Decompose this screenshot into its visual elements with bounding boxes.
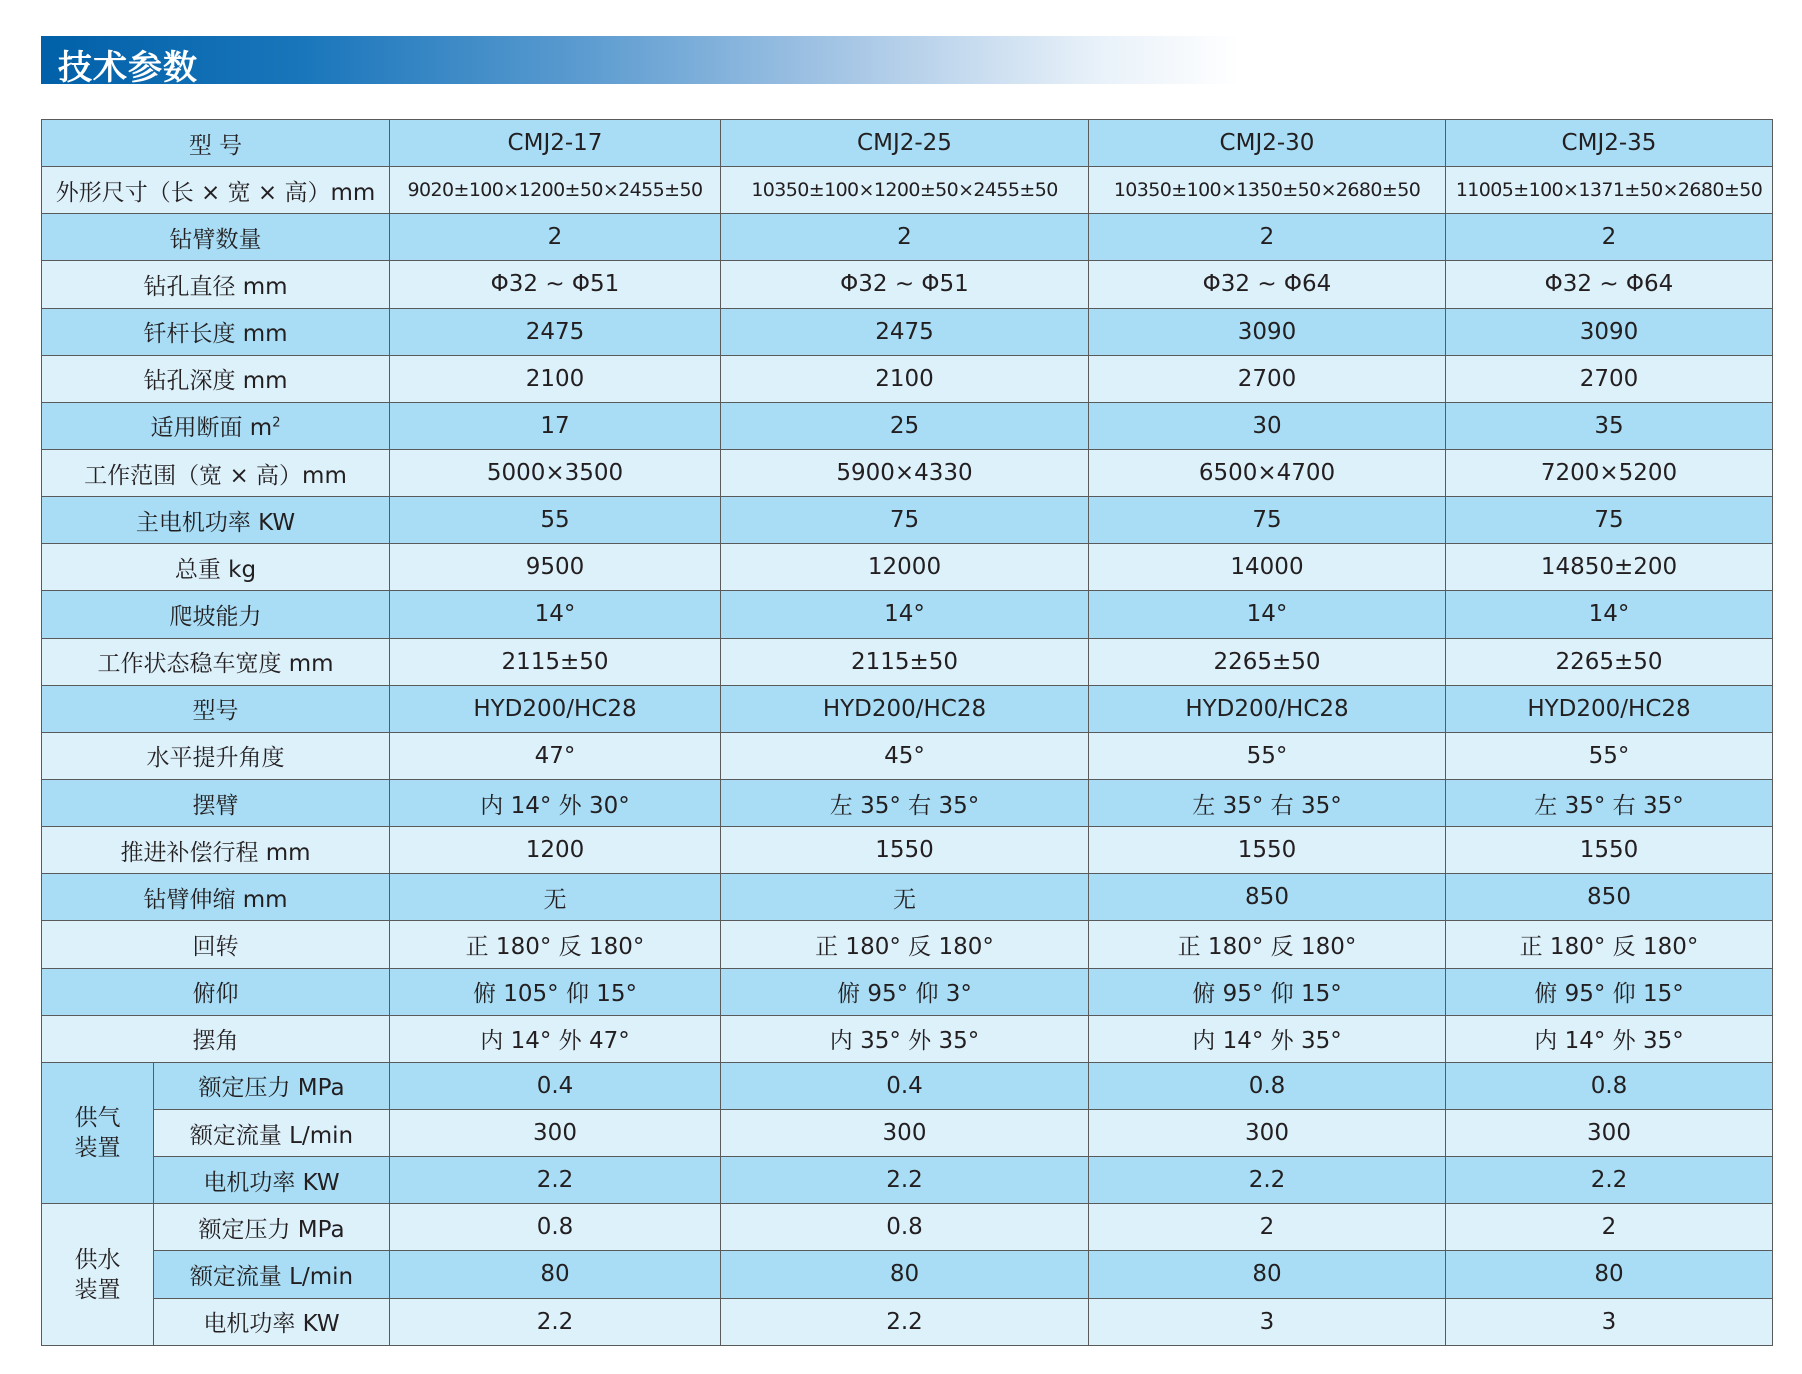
cell-value: 25 <box>721 402 1089 449</box>
row-label: 回转 <box>42 921 390 968</box>
cell-value: 75 <box>1446 497 1773 544</box>
table-row <box>42 779 1773 826</box>
cell-value: 2.2 <box>1446 1157 1773 1204</box>
cell-value: 2.2 <box>721 1298 1089 1345</box>
cell-value: 2265±50 <box>1089 638 1446 685</box>
cell-value: 2265±50 <box>1446 638 1773 685</box>
cell-value: 7200×5200 <box>1446 449 1773 496</box>
cell-value: 左 35° 右 35° <box>721 779 1089 826</box>
table-row <box>42 449 1773 496</box>
cell-value: 左 35° 右 35° <box>1089 779 1446 826</box>
table-row <box>42 638 1773 685</box>
table-row <box>42 874 1773 921</box>
table-row <box>42 591 1773 638</box>
cell-value: 正 180° 反 180° <box>1446 921 1773 968</box>
cell-value: 9500 <box>390 544 721 591</box>
table-row <box>42 308 1773 355</box>
cell-value: Φ32 ~ Φ51 <box>390 261 721 308</box>
table-row <box>42 402 1773 449</box>
cell-value: Φ32 ~ Φ51 <box>721 261 1089 308</box>
cell-value: 2100 <box>721 355 1089 402</box>
cell-value: 5000×3500 <box>390 449 721 496</box>
table-row <box>42 1204 1773 1251</box>
cell-value: 正 180° 反 180° <box>721 921 1089 968</box>
group-label-line1: 供水 <box>74 1246 121 1273</box>
row-label: 外形尺寸（长 × 宽 × 高）mm <box>42 167 390 214</box>
cell-value: 300 <box>1446 1109 1773 1156</box>
row-label: 水平提升角度 <box>42 732 390 779</box>
row-label: 额定压力 MPa <box>154 1062 390 1109</box>
cell-value: 3090 <box>1446 308 1773 355</box>
cell-value: 2100 <box>390 355 721 402</box>
cell-value: 0.8 <box>1446 1062 1773 1109</box>
cell-value: 47° <box>390 732 721 779</box>
cell-value: 3 <box>1446 1298 1773 1345</box>
cell-value: 2 <box>390 214 721 261</box>
row-label: 钻臂伸缩 mm <box>42 874 390 921</box>
row-label: 额定流量 L/min <box>154 1109 390 1156</box>
row-label: 摆角 <box>42 1015 390 1062</box>
cell-value: 0.8 <box>1089 1062 1446 1109</box>
row-label: 钻孔深度 mm <box>42 355 390 402</box>
cell-value: 10350±100×1350±50×2680±50 <box>1089 167 1446 214</box>
cell-value: 14° <box>721 591 1089 638</box>
cell-value: 300 <box>390 1109 721 1156</box>
row-label: 额定压力 MPa <box>154 1204 390 1251</box>
cell-value: 0.8 <box>721 1204 1089 1251</box>
row-label: 钻臂数量 <box>42 214 390 261</box>
cell-value: 2700 <box>1446 355 1773 402</box>
spec-table <box>41 119 1773 1346</box>
cell-value: 80 <box>390 1251 721 1298</box>
cell-value: HYD200/HC28 <box>721 685 1089 732</box>
cell-value: 850 <box>1089 874 1446 921</box>
cell-value: 30 <box>1089 402 1446 449</box>
cell-value: 35 <box>1446 402 1773 449</box>
cell-value: 75 <box>721 497 1089 544</box>
cell-value: 14° <box>1446 591 1773 638</box>
cell-value: 俯 105° 仰 15° <box>390 968 721 1015</box>
row-label: 主电机功率 KW <box>42 497 390 544</box>
cell-value: 2 <box>1446 214 1773 261</box>
cell-value: 5900×4330 <box>721 449 1089 496</box>
row-label: 钻孔直径 mm <box>42 261 390 308</box>
cell-value: 850 <box>1446 874 1773 921</box>
cell-value: Φ32 ~ Φ64 <box>1446 261 1773 308</box>
row-label: 俯仰 <box>42 968 390 1015</box>
cell-value: 内 35° 外 35° <box>721 1015 1089 1062</box>
cell-value: 内 14° 外 47° <box>390 1015 721 1062</box>
cell-value: 75 <box>1089 497 1446 544</box>
cell-value: 2115±50 <box>390 638 721 685</box>
cell-value: 14° <box>390 591 721 638</box>
cell-value: 2 <box>1089 214 1446 261</box>
cell-value: 2.2 <box>721 1157 1089 1204</box>
cell-value: 9020±100×1200±50×2455±50 <box>390 167 721 214</box>
cell-value: 11005±100×1371±50×2680±50 <box>1446 167 1773 214</box>
cell-value: 内 14° 外 35° <box>1089 1015 1446 1062</box>
cell-value: HYD200/HC28 <box>390 685 721 732</box>
cell-value: 2475 <box>390 308 721 355</box>
group-label-air <box>42 1062 154 1203</box>
table-row <box>42 544 1773 591</box>
cell-value: 2.2 <box>1089 1157 1446 1204</box>
cell-value: 内 14° 外 35° <box>1446 1015 1773 1062</box>
cell-value: HYD200/HC28 <box>1089 685 1446 732</box>
cell-value: 2.2 <box>390 1157 721 1204</box>
cell-value: 1550 <box>1446 827 1773 874</box>
cell-value: 2.2 <box>390 1298 721 1345</box>
cell-value: HYD200/HC28 <box>1446 685 1773 732</box>
cell-value: 左 35° 右 35° <box>1446 779 1773 826</box>
cell-value: 俯 95° 仰 3° <box>721 968 1089 1015</box>
cell-value: 2 <box>721 214 1089 261</box>
cell-value: 17 <box>390 402 721 449</box>
row-label: 爬坡能力 <box>42 591 390 638</box>
table-row <box>42 1109 1773 1156</box>
model-header: CMJ2-30 <box>1089 120 1446 167</box>
model-header: CMJ2-17 <box>390 120 721 167</box>
cell-value: 55 <box>390 497 721 544</box>
row-label: 推进补偿行程 mm <box>42 827 390 874</box>
table-row <box>42 261 1773 308</box>
row-label: 额定流量 L/min <box>154 1251 390 1298</box>
cell-value: 14000 <box>1089 544 1446 591</box>
row-label: 总重 kg <box>42 544 390 591</box>
cell-value: 300 <box>1089 1109 1446 1156</box>
group-label-line2: 装置 <box>74 1135 121 1162</box>
cell-value: 0.4 <box>390 1062 721 1109</box>
table-row <box>42 1015 1773 1062</box>
group-label-water <box>42 1204 154 1346</box>
table-row <box>42 214 1773 261</box>
cell-value: 45° <box>721 732 1089 779</box>
cell-value: 2115±50 <box>721 638 1089 685</box>
cell-value: 2 <box>1089 1204 1446 1251</box>
cell-value: 3090 <box>1089 308 1446 355</box>
row-label <box>42 402 390 449</box>
cell-value: 俯 95° 仰 15° <box>1446 968 1773 1015</box>
model-header: CMJ2-35 <box>1446 120 1773 167</box>
cell-value: 0.4 <box>721 1062 1089 1109</box>
group-label-line1: 供气 <box>74 1105 121 1132</box>
table-row <box>42 968 1773 1015</box>
cell-value: 2 <box>1446 1204 1773 1251</box>
table-row <box>42 1062 1773 1109</box>
model-header: CMJ2-25 <box>721 120 1089 167</box>
cell-value: 80 <box>1089 1251 1446 1298</box>
row-label: 电机功率 KW <box>154 1157 390 1204</box>
cell-value: 300 <box>721 1109 1089 1156</box>
group-label-line2: 装置 <box>74 1276 121 1303</box>
cell-value: 55° <box>1089 732 1446 779</box>
table-row <box>42 1157 1773 1204</box>
cell-value: Φ32 ~ Φ64 <box>1089 261 1446 308</box>
cell-value: 1550 <box>721 827 1089 874</box>
section-title-bar <box>41 36 1241 88</box>
cell-value: 无 <box>390 874 721 921</box>
cell-value: 1550 <box>1089 827 1446 874</box>
cell-value: 55° <box>1446 732 1773 779</box>
row-label: 钎杆长度 mm <box>42 308 390 355</box>
table-row <box>42 1251 1773 1298</box>
cell-value: 俯 95° 仰 15° <box>1089 968 1446 1015</box>
cell-value: 3 <box>1089 1298 1446 1345</box>
cell-value: 1200 <box>390 827 721 874</box>
cell-value: 2700 <box>1089 355 1446 402</box>
table-row <box>42 685 1773 732</box>
row-label: 电机功率 KW <box>154 1298 390 1345</box>
row-label: 工作范围（宽 × 高）mm <box>42 449 390 496</box>
table-row <box>42 732 1773 779</box>
row-label-text: 适用断面 m <box>150 415 273 442</box>
table-row <box>42 497 1773 544</box>
cell-value: 14850±200 <box>1446 544 1773 591</box>
cell-value: 6500×4700 <box>1089 449 1446 496</box>
cell-value: 80 <box>721 1251 1089 1298</box>
cell-value: 80 <box>1446 1251 1773 1298</box>
header-label: 型 号 <box>42 120 390 167</box>
table-row <box>42 167 1773 214</box>
row-label: 摆臂 <box>42 779 390 826</box>
superscript-2: 2 <box>272 415 281 431</box>
section-title: 技术参数 <box>58 48 198 88</box>
cell-value: 12000 <box>721 544 1089 591</box>
cell-value: 10350±100×1200±50×2455±50 <box>721 167 1089 214</box>
table-row <box>42 355 1773 402</box>
table-row <box>42 921 1773 968</box>
cell-value: 内 14° 外 30° <box>390 779 721 826</box>
cell-value: 正 180° 反 180° <box>1089 921 1446 968</box>
cell-value: 无 <box>721 874 1089 921</box>
row-label: 型号 <box>42 685 390 732</box>
table-row <box>42 1298 1773 1345</box>
cell-value: 2475 <box>721 308 1089 355</box>
cell-value: 0.8 <box>390 1204 721 1251</box>
row-label: 工作状态稳车宽度 mm <box>42 638 390 685</box>
cell-value: 14° <box>1089 591 1446 638</box>
table-row <box>42 827 1773 874</box>
cell-value: 正 180° 反 180° <box>390 921 721 968</box>
table-header-row <box>42 120 1773 167</box>
